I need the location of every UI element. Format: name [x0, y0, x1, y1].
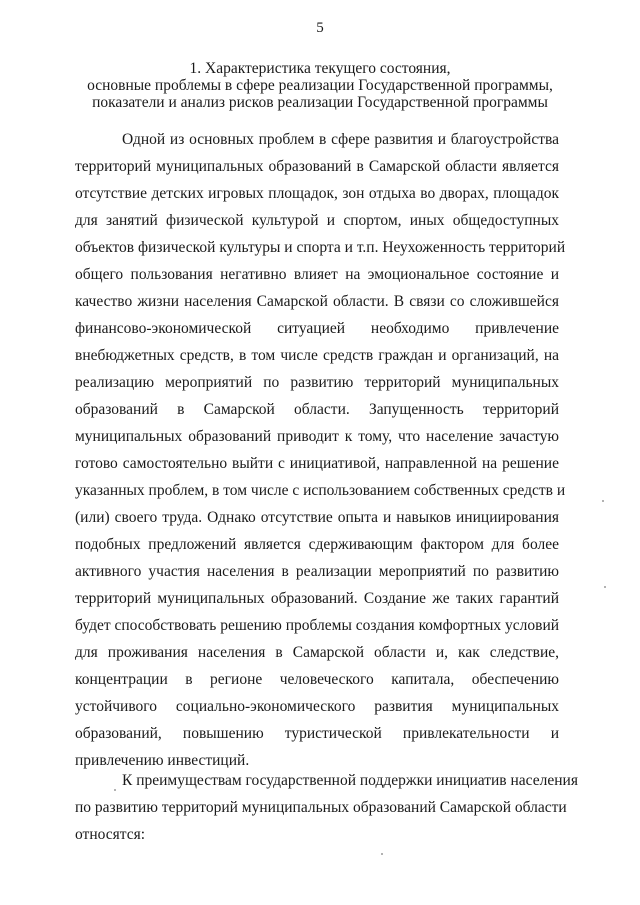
- heading-line: показатели и анализ рисков реализации Государственной программы: [92, 94, 548, 111]
- text-line: по развитию территорий муниципальных образований Самарской области: [75, 799, 567, 816]
- text-line: для занятий физической культурой и спортом, иных общедоступных: [75, 212, 559, 229]
- text-line: будет способствовать решению проблемы создания комфортных условий: [75, 617, 560, 634]
- text-line: муниципальных образований приводит к тому, что население зачастую: [75, 428, 559, 445]
- scan-speck: [604, 586, 606, 588]
- text-line: внебюджетных средств, в том числе средств граждан и организаций, на: [75, 347, 559, 364]
- text-line: объектов физической культуры и спорта и т.п. Неухоженность территорий: [75, 239, 566, 256]
- text-line: образований в Самарской области. Запущенность территорий: [75, 401, 559, 418]
- text-line: активного участия населения в реализации мероприятий по развитию: [75, 563, 559, 580]
- text-line: реализацию мероприятий по развитию территорий муниципальных: [75, 374, 559, 391]
- text-line: общего пользования негативно влияет на эмоциональное состояние и: [75, 266, 559, 283]
- heading-line: 1. Характеристика текущего состояния,: [189, 60, 451, 77]
- text-line: подобных предложений является сдерживающим фактором для более: [75, 536, 559, 553]
- section-heading: [70, 60, 570, 111]
- text-line: территорий муниципальных образований. Создание же таких гарантий: [75, 590, 559, 607]
- text-line: концентрации в регионе человеческого капитала, обеспечению: [75, 671, 559, 688]
- paragraph-problems: [75, 126, 566, 774]
- text-line: указанных проблем, в том числе с использованием собственных средств и: [75, 482, 566, 499]
- text-line: для проживания населения в Самарской области и, как следствие,: [75, 644, 559, 661]
- text-line: образований, повышению туристической привлекательности и: [75, 725, 559, 742]
- scan-speck: [381, 853, 383, 855]
- text-line: устойчивого социально-экономического развития муниципальных: [75, 698, 559, 715]
- text-line: (или) своего труда. Однако отсутствие опыта и навыков инициирования: [75, 509, 559, 526]
- scan-speck: [602, 500, 604, 502]
- text-line: привлечению инвестиций.: [75, 752, 250, 769]
- text-line: качество жизни населения Самарской области. В связи со сложившейся: [75, 293, 559, 310]
- paragraph-advantages: [75, 767, 578, 848]
- heading-line: основные проблемы в сфере реализации Государственной программы,: [87, 77, 553, 94]
- text-line: отсутствие детских игровых площадок, зон отдыха во дворах, площадок: [75, 185, 559, 202]
- text-line: территорий муниципальных образований в Самарской области является: [75, 158, 559, 175]
- page-number: 5: [316, 20, 324, 36]
- text-line: готово самостоятельно выйти с инициативой, направленной на решение: [75, 455, 559, 472]
- text-line: относятся:: [75, 826, 146, 843]
- text-line: Одной из основных проблем в сфере развития и благоустройства: [122, 131, 559, 148]
- text-line: финансово-экономической ситуацией необходимо привлечение: [75, 320, 559, 337]
- text-line: К преимуществам государственной поддержки инициатив населения: [122, 772, 578, 789]
- scan-speck: [114, 789, 116, 791]
